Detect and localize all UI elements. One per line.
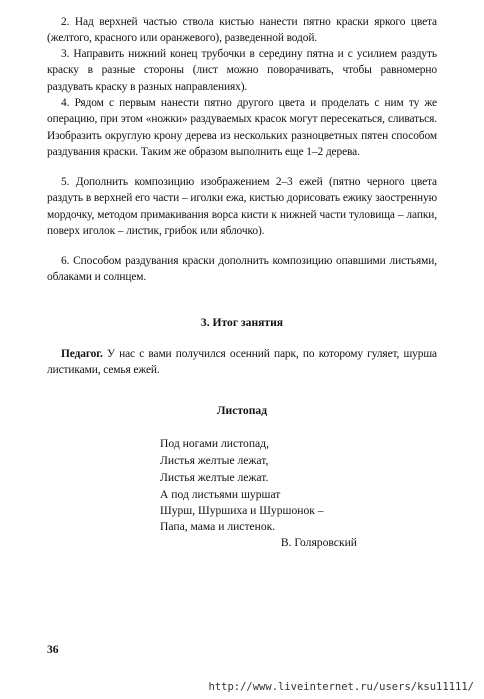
paragraph-step-6: 6. Способом раздувания краски дополнить композицию опавшими листьями, облаками и солнцем.	[47, 255, 437, 284]
poem-author: В. Голяровский	[280, 536, 357, 549]
poem-line: Листья желтые лежат,	[160, 454, 269, 467]
paragraph-step-3: 3. Направить нижний конец трубочки в середину пятна и с усилием раздуть краску в разные стороны (лист можно поворачивать, чтобы равномерно раздувать краску в разных направлениях).	[47, 48, 437, 93]
paragraph-step-5: 5. Дополнить композицию изображением 2–3 ежей (пятно черного цвета раздуть в верхней его части – иголки ежа, кистью дорисовать ежику заостренную мордочку, методом примакивания ворса кисти к нижней части туловища – лапки, поверх иголок – листик, грибок или яблочко).	[47, 176, 437, 237]
poem-line: Под ногами листопад,	[160, 437, 269, 450]
section-title: 3. Итог занятия	[200, 316, 284, 329]
page-number: 36	[47, 643, 59, 656]
watermark-url: http://www.liveinternet.ru/users/ksu11111/	[208, 681, 474, 693]
paragraph-step-2: 2. Над верхней частью ствола кистью нанести пятно краски яркого цвета (желтого, красного или оранжевого), разведенной водой.	[47, 16, 437, 45]
pedagog-paragraph	[47, 346, 437, 379]
poem-title: Листопад	[216, 404, 268, 417]
paragraph-step-4: 4. Рядом с первым нанести пятно другого цвета и проделать с ним ту же операцию, при этом «ножки» раздуваемых красок могут пересекаться, сливаться. Изобразить округлую крону дерева из нескольких разноцветных пятен способом раздувания краски. Таким же образом выполнить еще 1–2 дерева.	[47, 97, 437, 158]
pedagog-text: У нас с вами получился осенний парк, по которому гуляет, шурша листиками, семья ежей.	[47, 348, 437, 377]
pedagog-speaker: Педагог.	[61, 348, 103, 360]
poem-line: Шурш, Шуршиха и Шуршонок –	[160, 504, 324, 517]
poem-line: А под листьями шуршат	[160, 488, 281, 501]
poem-line: Листья желтые лежат.	[160, 471, 269, 484]
poem-line: Папа, мама и листенок.	[160, 520, 276, 533]
